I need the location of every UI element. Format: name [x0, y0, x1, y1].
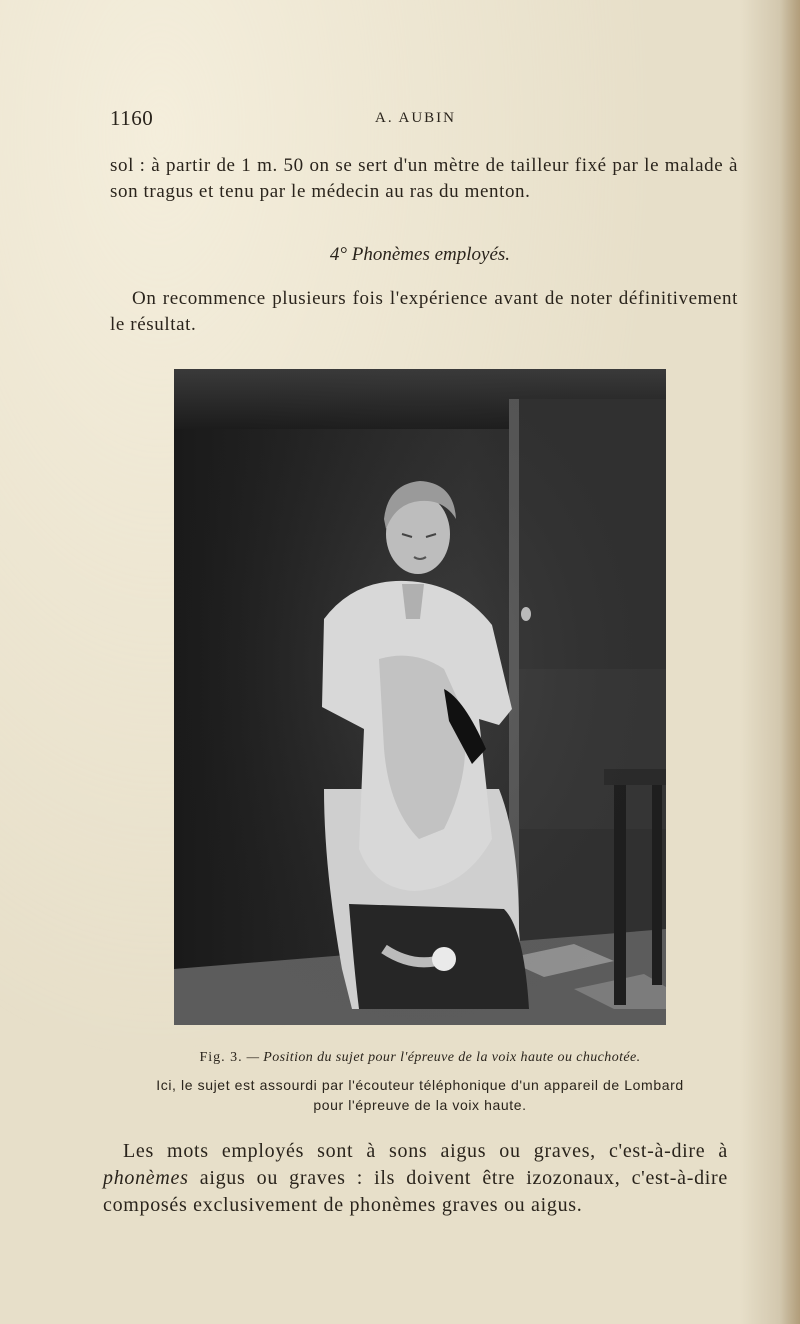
paragraph-3-part-2: aigus ou graves : ils doivent être izozonaux, c'est-à-dire composés exclusivement de phonèmes graves ou aigus.	[103, 1167, 728, 1216]
paragraph-2: On recommence plusieurs fois l'expérience avant de noter définitivement le résultat.	[110, 288, 738, 335]
paragraph-1: sol : à partir de 1 m. 50 on se sert d'un mètre de tailleur fixé par le malade à son tragus et tenu par le médecin au ras du menton.	[110, 155, 738, 202]
figure-caption-line-1: Ici, le sujet est assourdi par l'écouteur téléphonique d'un appareil de Lombard	[156, 1077, 684, 1093]
figure-caption-line-2: pour l'épreuve de la voix haute.	[313, 1097, 527, 1113]
paragraph-3-part-1: Les mots employés sont à sons aigus ou graves, c'est-à-dire à	[123, 1140, 728, 1162]
figure-label: Fig. 3.	[199, 1050, 243, 1065]
figure-caption-title	[70, 1050, 770, 1066]
page-number: 1160	[110, 106, 154, 130]
figure-title: — Position du sujet pour l'épreuve de la voix haute ou chuchotée.	[246, 1050, 641, 1065]
running-head-author: A. AUBIN	[375, 110, 457, 126]
photograph-illustration	[174, 369, 666, 1025]
figure-photograph	[174, 369, 666, 1025]
paragraph-3	[103, 1138, 728, 1219]
page-edge-shadow	[780, 0, 800, 1324]
section-heading: 4° Phonèmes employés.	[329, 244, 511, 265]
running-head	[110, 106, 740, 136]
paragraph-3-italic: phonèmes	[103, 1167, 189, 1189]
